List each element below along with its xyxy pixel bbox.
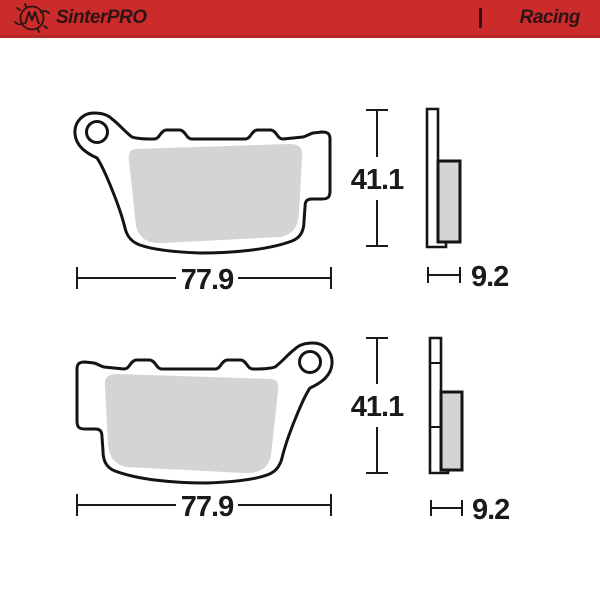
pad-front-view-bottom xyxy=(77,343,332,483)
thickness-value-top: 9.2 xyxy=(471,261,509,293)
height-value-bottom: 41.1 xyxy=(350,391,404,423)
figure-bottom xyxy=(77,338,509,526)
pad-side-view-bottom xyxy=(430,338,462,473)
width-value-bottom: 77.9 xyxy=(180,491,234,523)
dimension-width-top xyxy=(77,264,331,296)
pad-side-view-top xyxy=(427,109,460,247)
width-value-top: 77.9 xyxy=(180,264,234,296)
dimension-width-bottom xyxy=(77,491,331,523)
side-friction-pad xyxy=(438,161,460,242)
thickness-value-bottom: 9.2 xyxy=(472,494,510,526)
figure-top xyxy=(75,109,508,296)
pad-front-view-top xyxy=(75,113,330,253)
dimension-height-top xyxy=(351,110,404,246)
dimension-height-bottom xyxy=(351,338,404,473)
header-divider xyxy=(479,8,482,28)
side-friction-pad xyxy=(441,392,462,470)
brand-title: SinterPRO xyxy=(56,7,147,28)
series-title: Racing xyxy=(519,7,580,28)
dimension-thickness-top xyxy=(428,261,508,293)
moto-master-logo-icon xyxy=(12,2,52,34)
dimension-thickness-bottom xyxy=(431,494,509,526)
header-bar xyxy=(0,0,600,38)
height-value-top: 41.1 xyxy=(350,164,404,196)
